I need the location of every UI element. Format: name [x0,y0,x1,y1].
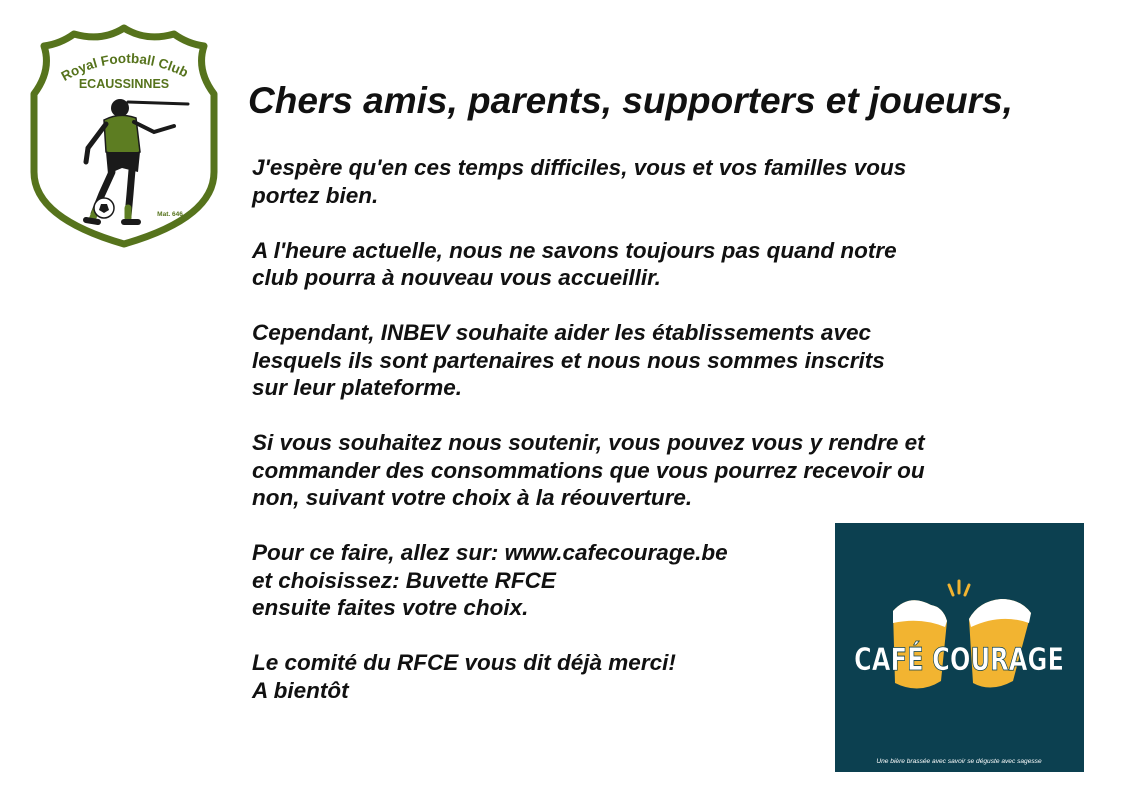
paragraph-inbev [252,319,1072,402]
paragraph-status [252,237,1072,292]
text-line: club pourra à nouveau vous accueillir. [252,265,661,290]
cafe-tagline: Une bière brassée avec savoir se déguste avec sagesse [876,758,1042,765]
text-line: Si vous souhaitez nous soutenir, vous pouvez vous y rendre et [252,430,925,455]
text-line: portez bien. [252,182,379,208]
cafe-courage-logo [835,523,1084,772]
text-line: A l'heure actuelle, nous ne savons toujours pas quand notre [252,237,897,263]
text-line: Le comité du RFCE vous dit déjà merci! [252,650,676,675]
letter-heading: Chers amis, parents, supporters et joueurs, [248,80,1013,121]
text-line: Cependant, INBEV souhaite aider les établissements avec [252,320,871,345]
cafe-brand: CAFÉ COURAGE [854,642,1064,678]
paragraph-greeting [252,154,1072,209]
club-crest-logo [28,22,220,250]
football-icon [94,198,114,218]
text-line: ensuite faites votre choix. [252,595,529,620]
crest-town: ECAUSSINNES [78,77,170,91]
text-line: A bientôt [252,677,349,703]
paragraph-support [252,429,1072,512]
text-line: et choisissez: Buvette RFCE [252,567,556,593]
text-line: Pour ce faire, allez sur: www.cafecourage.be [252,540,728,565]
text-line: J'espère qu'en ces temps difficiles, vous et vos familles vous [252,155,907,180]
text-line: lesquels ils sont partenaires et nous nous sommes inscrits [252,347,885,373]
text-line: non, suivant votre choix à la réouverture. [252,485,693,510]
crest-matricule: Mat. 646 [157,211,183,218]
text-line: commander des consommations que vous pourrez recevoir ou [252,457,925,483]
text-line: sur leur plateforme. [252,375,463,400]
crest-arc-text: Royal Football Club [58,50,191,84]
